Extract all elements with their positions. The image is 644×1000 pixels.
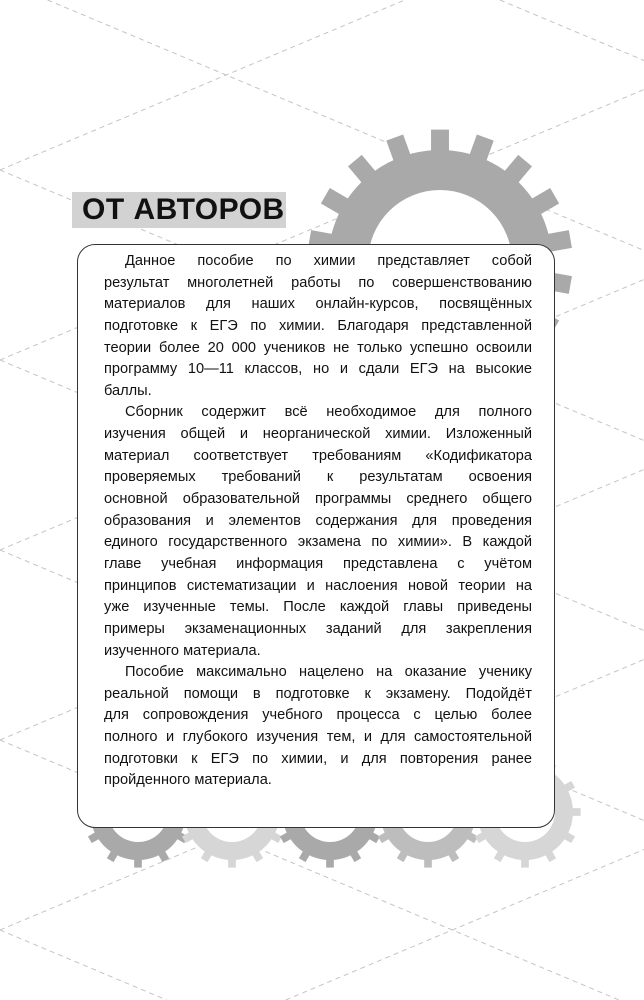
text-line: полного и глубокого изучения тем, и для самостоятельной [104,729,532,746]
text-line: Сборник содержит всё необходимое для полного [125,404,532,421]
paragraph [104,662,532,792]
text-line: результат многолетней работы по совершенствованию [104,274,532,291]
text-line: изученного материала. [104,642,261,659]
text-line: реальной помощи в подготовке к экзамену. Подойдёт [104,685,532,702]
lattice-line [286,850,644,1000]
text-line: для сопровождения учебного процесса с целью более [104,707,532,724]
text-line: Данное пособие по химии представляет собой [125,253,532,269]
page-title: ОТ АВТОРОВ [72,192,286,228]
text-line: баллы. [104,382,152,399]
text-line: материал соответствует требованиям «Кодификатора [104,447,532,464]
text-line: главе учебная информация представлена с учётом [104,555,532,572]
text-line: основной образовательной программы среднего общего [104,491,532,508]
text-line: образования и элементов содержания для проведения [104,512,532,529]
text-line: программу 10—11 классов, но и сдали ЕГЭ на высокие [104,361,532,378]
text-line: подготовки к ЕГЭ по химии, и для повторения ранее [104,750,532,767]
text-line: Пособие максимально нацелено на оказание ученику [125,664,532,681]
paragraph [104,402,532,662]
text-line: изучения общей и неорганической химии. Изложенный [104,426,532,443]
body-text [104,251,532,792]
paragraph [104,251,532,402]
text-line: подготовке к ЕГЭ по химии. Благодаря представленной [104,317,532,334]
text-line: проверяемых требований к результатам освоения [104,469,532,486]
text-line: единого государственного экзамена по химии». В каждой [104,534,532,551]
lattice-line [0,930,167,1000]
text-line: уже изученные темы. После каждой главы приведены [104,599,532,616]
text-line: теории более 20 000 учеников не только успешно освоили [104,339,532,356]
text-line: принципов систематизации и наслоения новой теории на [104,577,532,594]
lattice-line [500,0,644,60]
text-line: материалов для наших онлайн-курсов, посвящённых [104,296,532,313]
lattice-line [0,0,405,170]
text-line: пройденного материала. [104,772,272,789]
text-line: примеры экзаменационных заданий для закрепления [104,620,532,637]
